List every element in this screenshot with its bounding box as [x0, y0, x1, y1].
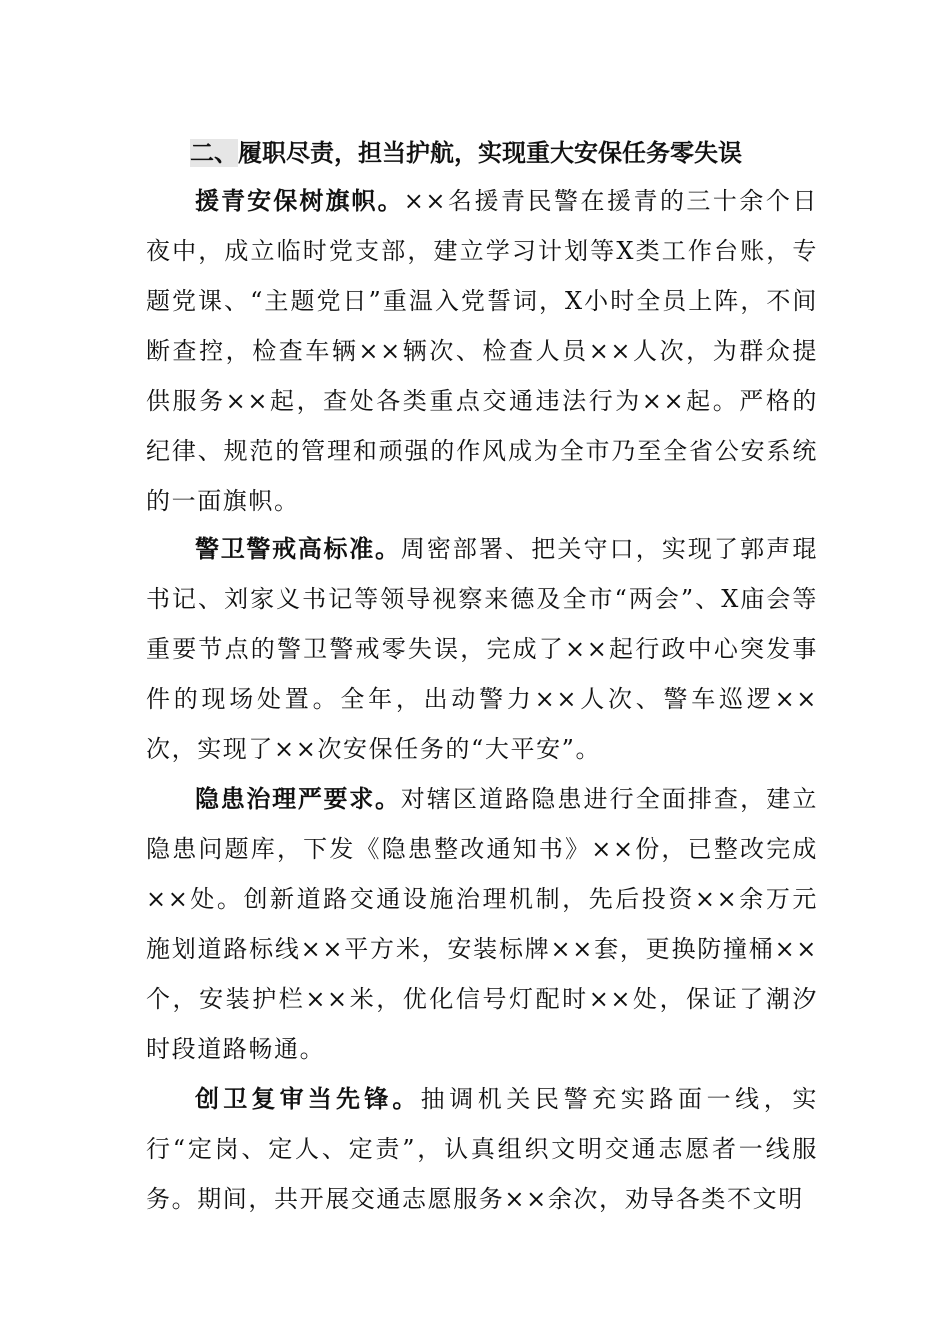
section-heading-text: 履职尽责，担当护航，实现重大安保任务零失误: [238, 139, 742, 167]
section-heading-number: 二、: [190, 139, 238, 167]
paragraph-sanitation-review: [146, 1074, 818, 1224]
paragraph-lead: 创卫复审当先锋。: [195, 1085, 421, 1113]
paragraph-hazard-governance: [146, 774, 818, 1074]
paragraph-lead: 警卫警戒高标准。: [195, 535, 401, 563]
paragraph-body: 抽调机关民警充实路面一线，实行“定岗、定人、定责”，认真组织文明交通志愿者一线服务。期间，共开展交通志愿服务××余次，劝导各类不文明: [146, 1085, 818, 1213]
paragraph-lead: 隐患治理严要求。: [195, 785, 401, 813]
paragraph-body: ××名援青民警在援青的三十余个日夜中，成立临时党支部，建立学习计划等X类工作台账，专题党课、“主题党日”重温入党誓词，X小时全员上阵，不间断查控，检查车辆××辆次、检查人员××人次，为群众提供服务××起，查处各类重点交通违法行为××起。严格的纪律、规范的管理和顽强的作风成为全市乃至全省公安系统的一面旗帜。: [146, 187, 818, 515]
paragraph-aid-qinghai-security: [146, 176, 818, 526]
section-heading: [190, 134, 830, 172]
paragraph-body: 周密部署、把关守口，实现了郭声琨书记、刘家义书记等领导视察来德及全市“两会”、X庙会等重要节点的警卫警戒零失误，完成了××起行政中心突发事件的现场处置。全年，出动警力××人次、警车巡逻××次，实现了××次安保任务的“大平安”。: [146, 535, 818, 763]
paragraph-lead: 援青安保树旗帜。: [195, 187, 404, 215]
paragraph-body: 对辖区道路隐患进行全面排查，建立隐患问题库，下发《隐患整改通知书》××份，已整改完成××处。创新道路交通设施治理机制，先后投资××余万元施划道路标线××平方米，安装标牌××套，更换防撞桶××个，安装护栏××米，优化信号灯配时××处，保证了潮汐时段道路畅通。: [146, 785, 818, 1063]
paragraph-guard-vigilance: [146, 524, 818, 774]
